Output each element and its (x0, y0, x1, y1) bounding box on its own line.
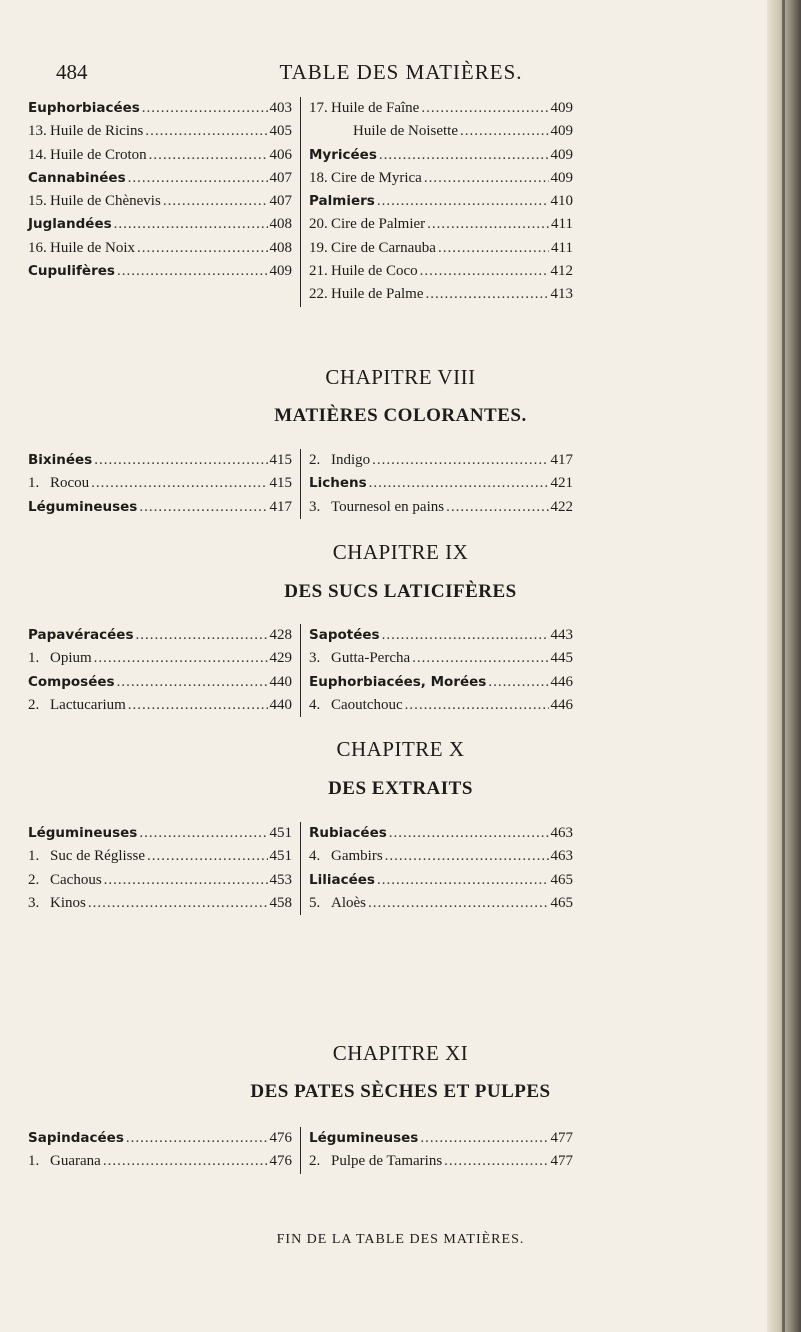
entry-number: 1. (28, 1153, 40, 1170)
entry-page: 408 (269, 239, 292, 256)
entry-number: 1. (28, 650, 40, 667)
dot-leader (379, 144, 549, 167)
toc-entry (28, 869, 292, 892)
toc-entry (309, 260, 573, 283)
entry-number: 3. (28, 894, 40, 911)
toc-family-entry (28, 496, 292, 519)
entry-number: 1. (28, 848, 40, 865)
entry-number: 18. (309, 169, 328, 186)
entry-label: Légumineuses (28, 498, 138, 515)
chapter-title: CHAPITRE IX (332, 540, 469, 564)
dot-leader (114, 213, 268, 236)
entry-page: 409 (550, 123, 573, 140)
toc-entry (309, 449, 573, 472)
dot-leader (137, 237, 268, 260)
toc-family-entry (28, 671, 292, 694)
toc-entry (28, 647, 292, 670)
dot-leader (88, 892, 268, 915)
entry-page: 407 (269, 193, 292, 210)
entry-number: 17. (309, 100, 328, 116)
entry-label: Huile de Palme (331, 286, 424, 303)
entry-number: 5. (309, 894, 321, 911)
toc-family-entry (28, 1127, 292, 1150)
dot-leader (420, 260, 549, 283)
entry-number: 14. (28, 146, 47, 163)
toc-entry (309, 167, 573, 190)
entry-label: Suc de Réglisse (50, 848, 145, 865)
dot-leader (94, 449, 267, 472)
entry-number: 1. (28, 475, 40, 492)
entry-label: Gutta-Percha (331, 650, 411, 667)
dot-leader (104, 869, 268, 892)
dot-leader (117, 260, 268, 283)
entry-label: Juglandées (28, 216, 112, 233)
dot-leader (488, 671, 548, 694)
toc-entry (309, 647, 573, 670)
entry-page: 429 (269, 650, 292, 667)
chapter-left-column (28, 624, 300, 717)
dot-leader (421, 97, 548, 120)
entry-label: Euphorbiacées, Morées (309, 673, 487, 690)
dot-leader (372, 449, 548, 472)
entry-label: Huile de Chènevis (50, 193, 161, 210)
entry-page: 409 (550, 169, 573, 186)
chapter-title: CHAPITRE VIII (325, 365, 476, 389)
toc-entry (28, 892, 292, 915)
toc-family-entry (28, 449, 292, 472)
chapter-subtitle: MATIÈRES COLORANTES. (274, 405, 527, 426)
entry-label: Papavéracées (28, 627, 134, 643)
dot-leader (368, 892, 549, 915)
entry-label: Gambirs (331, 848, 383, 865)
running-title: TABLE DES MATIÈRES. (279, 60, 523, 84)
top-right-column (300, 97, 573, 307)
chapter-right-column (300, 1127, 573, 1174)
dot-leader (424, 167, 549, 190)
entry-number: 2. (28, 696, 40, 713)
entry-number: 16. (28, 239, 47, 256)
dot-leader (103, 1150, 268, 1173)
dot-leader (385, 845, 549, 868)
entry-page: 446 (550, 673, 573, 690)
entry-number: 22. (309, 286, 328, 303)
toc-family-entry (309, 671, 573, 694)
entry-number: 2. (28, 871, 40, 888)
entry-label: Composées (28, 673, 115, 690)
entry-label: Aloès (331, 894, 366, 911)
entry-label: Guarana (50, 1153, 101, 1170)
entry-page: 440 (269, 673, 292, 690)
entry-label: Rubiacées (309, 825, 387, 841)
toc-family-entry (309, 822, 573, 845)
entry-page: 465 (550, 871, 573, 888)
toc-entry (309, 213, 573, 236)
entry-label: Légumineuses (28, 825, 138, 841)
entry-page: 451 (269, 848, 292, 865)
entry-page: 415 (269, 475, 292, 492)
entry-page: 417 (550, 452, 573, 468)
toc-entry (309, 892, 573, 915)
dot-leader (128, 167, 268, 190)
entry-label: Légumineuses (309, 1130, 419, 1146)
entry-page: 411 (551, 239, 573, 256)
entry-label: Cire de Carnauba (331, 239, 436, 256)
entry-page: 409 (550, 146, 573, 163)
toc-family-entry (28, 822, 292, 845)
entry-label: Euphorbiacées (28, 100, 140, 116)
chapter-entries (28, 1127, 573, 1174)
chapter-right-column (300, 624, 573, 717)
entry-page: 415 (269, 452, 292, 468)
entry-label: Cachous (50, 871, 102, 888)
entry-label: Huile de Noisette (353, 123, 458, 140)
entry-page: 458 (269, 894, 292, 911)
entry-label: Huile de Faîne (331, 100, 420, 116)
toc-entry (309, 845, 573, 868)
toc-entry (28, 144, 292, 167)
dot-leader (460, 120, 549, 143)
entry-page: 407 (269, 169, 292, 186)
dot-leader (91, 472, 267, 495)
entry-page: 476 (269, 1130, 292, 1146)
entry-label: Huile de Noix (50, 239, 135, 256)
dot-leader (117, 671, 268, 694)
entry-page: 451 (269, 825, 292, 841)
entry-page: 409 (550, 100, 573, 116)
entry-page: 440 (269, 696, 292, 713)
entry-page: 463 (550, 848, 573, 865)
entry-page: 403 (269, 100, 292, 116)
chapter-title: CHAPITRE XI (332, 1041, 469, 1065)
entry-label: Pulpe de Tamarins (331, 1153, 443, 1170)
dot-leader (147, 845, 268, 868)
end-note: FIN DE LA TABLE DES MATIÈRES. (276, 1232, 525, 1247)
dot-leader (412, 647, 548, 670)
toc-family-entry (309, 624, 573, 647)
toc-entry (28, 190, 292, 213)
entry-label: Huile de Ricins (50, 123, 144, 140)
toc-family-entry (28, 213, 292, 236)
entry-page: 476 (269, 1153, 292, 1170)
chapter-subtitle: DES EXTRAITS (328, 778, 473, 799)
entry-number: 15. (28, 193, 47, 210)
toc-family-entry (309, 1127, 573, 1150)
entry-page: 422 (550, 498, 573, 515)
dot-leader (389, 822, 549, 845)
entry-page: 446 (550, 696, 573, 713)
entry-number: 21. (309, 263, 328, 280)
entry-number: 4. (309, 848, 321, 865)
entry-page: 477 (550, 1153, 573, 1170)
dot-leader (163, 190, 268, 213)
entry-page: 463 (550, 825, 573, 841)
entry-number: 3. (309, 650, 321, 667)
entry-label: Cire de Palmier (331, 216, 426, 233)
entry-label: Cannabinées (28, 169, 126, 186)
entry-label: Liliacées (309, 871, 375, 888)
chapter-left-column (28, 1127, 300, 1174)
entry-number: 2. (309, 1153, 321, 1170)
dot-leader (377, 190, 549, 213)
dot-leader (136, 624, 268, 647)
toc-family-entry (28, 624, 292, 647)
toc-entry (28, 237, 292, 260)
entry-page: 428 (269, 627, 292, 643)
dot-leader (139, 822, 267, 845)
toc-family-entry (28, 167, 292, 190)
dot-leader (149, 144, 268, 167)
dot-leader (128, 694, 268, 717)
entry-label: Sapotées (309, 627, 380, 643)
entry-label: Sapindacées (28, 1130, 124, 1146)
dot-leader (444, 1150, 548, 1173)
chapter-entries (28, 449, 573, 519)
chapter-subtitle: DES SUCS LATICIFÈRES (284, 581, 517, 602)
top-left-column (28, 97, 300, 307)
dot-leader (438, 237, 549, 260)
toc-entry (309, 97, 573, 120)
page-number: 484 (56, 60, 88, 84)
toc-entry (309, 1150, 573, 1173)
dot-leader (427, 213, 549, 236)
entry-label: Bixinées (28, 452, 93, 468)
top-entries (28, 97, 573, 307)
entry-number: 13. (28, 123, 47, 140)
entry-number: 4. (309, 696, 321, 713)
chapter-entries (28, 822, 573, 915)
entry-page: 421 (550, 475, 573, 492)
entry-number: 19. (309, 239, 328, 256)
toc-family-entry (309, 472, 573, 495)
entry-page: 405 (269, 123, 292, 140)
toc-family-entry (309, 190, 573, 213)
entry-label: Cupulifères (28, 263, 115, 280)
chapter-left-column (28, 822, 300, 915)
chapter-right-column (300, 822, 573, 915)
entry-label: Huile de Croton (50, 146, 147, 163)
entry-label: Indigo (331, 452, 371, 468)
toc-entry (309, 496, 573, 519)
chapter-right-column (300, 449, 573, 519)
entry-page: 406 (269, 146, 292, 163)
toc-entry (28, 845, 292, 868)
entry-label: Myricées (309, 146, 377, 163)
dot-leader (142, 97, 268, 120)
entry-page: 443 (550, 627, 573, 643)
entry-page: 412 (550, 263, 573, 280)
entry-label: Caoutchouc (331, 696, 403, 713)
toc-entry (28, 694, 292, 717)
entry-label: Huile de Coco (331, 263, 418, 280)
entry-page: 417 (269, 498, 292, 515)
toc-entry (28, 120, 292, 143)
toc-entry (309, 237, 573, 260)
entry-page: 410 (550, 193, 573, 210)
entry-page: 453 (269, 871, 292, 888)
entry-label: Tournesol en pains (331, 498, 445, 515)
entry-label: Rocou (50, 475, 90, 492)
entry-page: 411 (551, 216, 573, 233)
dot-leader (420, 1127, 548, 1150)
chapter-title: CHAPITRE X (336, 737, 465, 761)
entry-label: Lichens (309, 475, 367, 492)
entry-page: 409 (269, 263, 292, 280)
dot-leader (377, 869, 549, 892)
entry-label: Cire de Myrica (331, 169, 422, 186)
toc-entry (28, 1150, 292, 1173)
entry-label: Kinos (50, 894, 86, 911)
entry-label: Palmiers (309, 193, 375, 210)
entry-label: Lactucarium (50, 696, 126, 713)
entry-page: 413 (550, 286, 573, 303)
chapter-left-column (28, 449, 300, 519)
dot-leader (145, 120, 267, 143)
toc-family-entry (28, 97, 292, 120)
page-header (56, 60, 746, 90)
page-edge-line (782, 0, 785, 1332)
entry-number: 3. (309, 498, 321, 515)
toc-entry (309, 694, 573, 717)
dot-leader (369, 472, 549, 495)
toc-entry (28, 472, 292, 495)
entry-page: 408 (269, 216, 292, 233)
chapter-entries (28, 624, 573, 717)
entry-page: 477 (550, 1130, 573, 1146)
entry-page: 445 (550, 650, 573, 667)
dot-leader (382, 624, 549, 647)
toc-family-entry (309, 869, 573, 892)
dot-leader (139, 496, 267, 519)
entry-label: Opium (50, 650, 92, 667)
dot-leader (425, 283, 548, 306)
entry-number: 20. (309, 216, 328, 233)
dot-leader (405, 694, 549, 717)
dot-leader (94, 647, 268, 670)
dot-leader (126, 1127, 268, 1150)
entry-page: 465 (550, 894, 573, 911)
entry-number: 2. (309, 452, 321, 468)
toc-family-entry (28, 260, 292, 283)
dot-leader (446, 496, 548, 519)
toc-entry (309, 120, 573, 143)
toc-entry (309, 283, 573, 306)
toc-family-entry (309, 144, 573, 167)
chapter-subtitle: DES PATES SÈCHES ET PULPES (250, 1081, 551, 1102)
